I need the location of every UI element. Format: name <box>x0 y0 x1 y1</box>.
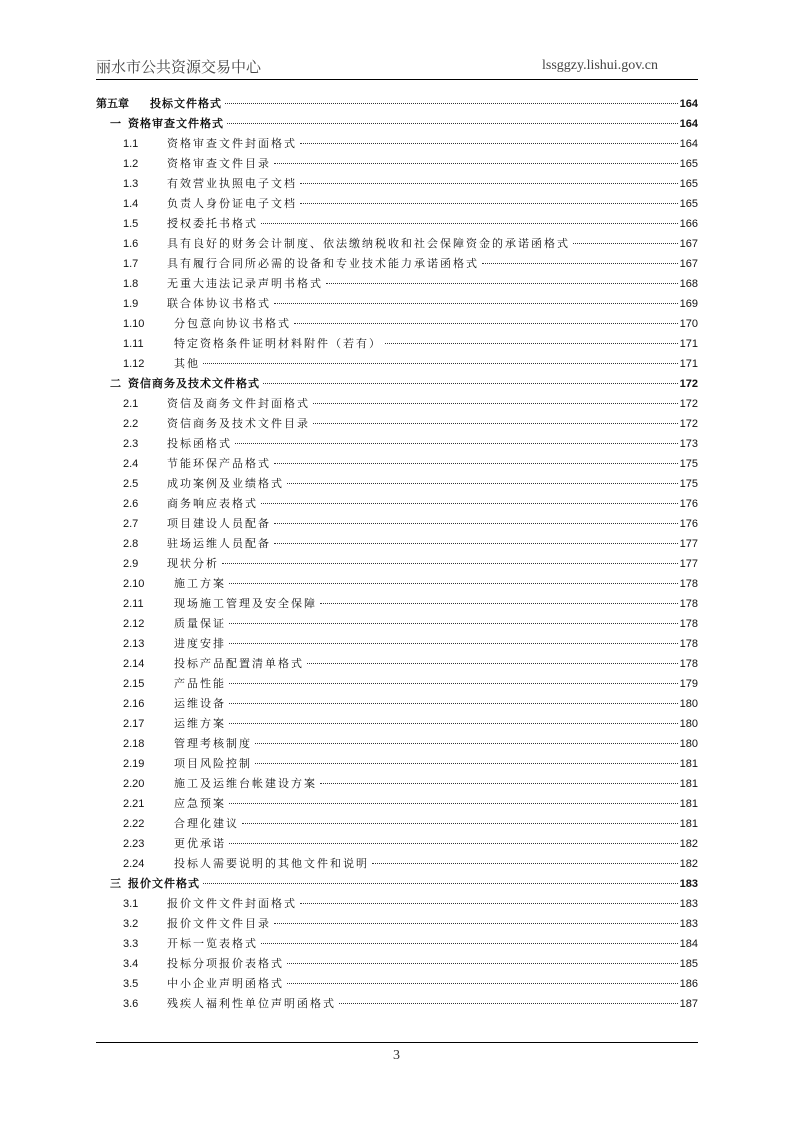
toc-entry-number: 3.2 <box>123 918 139 930</box>
toc-entry-number: 1.3 <box>123 178 139 190</box>
toc-dot-leader <box>229 583 678 584</box>
toc-entry-title: 合理化建议 <box>174 817 239 830</box>
toc-entry-number: 2.19 <box>123 758 145 770</box>
toc-entry-page: 176 <box>679 518 698 530</box>
toc-entry-number: 2.16 <box>123 698 145 710</box>
toc-dot-leader <box>300 143 678 144</box>
toc-dot-leader <box>294 323 678 324</box>
toc-entry-title: 产品性能 <box>174 677 226 690</box>
toc-dot-leader <box>287 963 678 964</box>
toc-entry-number: 2.22 <box>123 818 145 830</box>
toc-entry-title: 节能环保产品格式 <box>167 457 271 470</box>
toc-entry-number: 2.17 <box>123 718 145 730</box>
toc-entry[interactable] <box>96 574 698 594</box>
toc-entry-number: 3.5 <box>123 978 139 990</box>
toc-dot-leader <box>274 303 678 304</box>
toc-entry-page: 182 <box>679 858 698 870</box>
toc-entry[interactable] <box>96 614 698 634</box>
toc-entry-number: 2.20 <box>123 778 145 790</box>
toc-entry[interactable] <box>96 234 698 254</box>
toc-dot-leader <box>313 423 678 424</box>
toc-entry-number: 2.4 <box>123 458 139 470</box>
toc-entry[interactable] <box>96 814 698 834</box>
toc-entry-title: 施工方案 <box>174 577 226 590</box>
toc-entry[interactable] <box>96 694 698 714</box>
toc-entry-number: 2.24 <box>123 858 145 870</box>
toc-entry[interactable] <box>96 674 698 694</box>
toc-entry-page: 186 <box>679 978 698 990</box>
toc-entry-page: 180 <box>679 718 698 730</box>
toc-entry-number: 3.6 <box>123 998 139 1010</box>
toc-entry-page: 178 <box>679 658 698 670</box>
toc-entry-page: 181 <box>679 778 698 790</box>
toc-entry-title: 投标文件格式 <box>150 97 222 110</box>
toc-entry-page: 181 <box>679 798 698 810</box>
toc-entry-number: 2.18 <box>123 738 145 750</box>
toc-entry-number: 三 <box>110 878 121 890</box>
toc-entry[interactable] <box>96 974 698 994</box>
toc-entry-page: 164 <box>679 118 698 130</box>
table-of-contents <box>96 94 698 1014</box>
toc-entry-title: 资信商务及技术文件目录 <box>167 417 310 430</box>
toc-entry-number: 1.11 <box>123 338 144 350</box>
toc-entry-page: 171 <box>679 338 698 350</box>
toc-entry[interactable] <box>96 774 698 794</box>
toc-dot-leader <box>573 243 678 244</box>
toc-entry-title: 项目建设人员配备 <box>167 517 271 530</box>
toc-entry-title: 资格审查文件目录 <box>167 157 271 170</box>
toc-entry-number: 1.7 <box>123 258 139 270</box>
toc-entry-title: 驻场运维人员配备 <box>167 537 271 550</box>
toc-entry-page: 171 <box>679 358 698 370</box>
toc-entry[interactable] <box>96 94 698 114</box>
toc-entry-title: 具有良好的财务会计制度、依法缴纳税收和社会保障资金的承诺函格式 <box>167 237 570 250</box>
toc-dot-leader <box>372 863 678 864</box>
toc-dot-leader <box>255 763 678 764</box>
toc-dot-leader <box>229 703 678 704</box>
toc-entry-title: 报价文件文件封面格式 <box>167 897 297 910</box>
toc-entry-page: 172 <box>679 418 698 430</box>
toc-entry-page: 180 <box>679 738 698 750</box>
toc-dot-leader <box>203 883 678 884</box>
toc-entry-number: 3.3 <box>123 938 139 950</box>
toc-dot-leader <box>300 903 678 904</box>
toc-entry[interactable] <box>96 454 698 474</box>
toc-entry-page: 169 <box>679 298 698 310</box>
toc-entry-page: 164 <box>679 98 698 110</box>
toc-entry-title: 其他 <box>174 357 200 370</box>
toc-dot-leader <box>242 823 678 824</box>
toc-entry[interactable] <box>96 914 698 934</box>
toc-entry-number: 2.14 <box>123 658 145 670</box>
toc-dot-leader <box>307 663 678 664</box>
toc-entry[interactable] <box>96 894 698 914</box>
toc-entry[interactable] <box>96 134 698 154</box>
toc-entry[interactable] <box>96 354 698 374</box>
toc-entry-title: 投标函格式 <box>167 437 232 450</box>
toc-entry-title: 运维方案 <box>174 717 226 730</box>
toc-dot-leader <box>274 463 678 464</box>
toc-entry-page: 172 <box>679 378 698 390</box>
toc-entry-page: 176 <box>679 498 698 510</box>
toc-entry-number: 2.3 <box>123 438 139 450</box>
toc-entry-page: 173 <box>679 438 698 450</box>
toc-entry-page: 183 <box>679 918 698 930</box>
toc-entry-title: 开标一览表格式 <box>167 937 258 950</box>
footer-divider <box>96 1042 698 1043</box>
toc-entry-page: 181 <box>679 758 698 770</box>
toc-dot-leader <box>385 343 678 344</box>
organization-name: 丽水市公共资源交易中心 <box>96 58 262 76</box>
toc-entry[interactable] <box>96 194 698 214</box>
toc-entry[interactable] <box>96 554 698 574</box>
toc-entry[interactable] <box>96 634 698 654</box>
toc-entry[interactable] <box>96 714 698 734</box>
toc-entry-page: 168 <box>679 278 698 290</box>
toc-entry-number: 2.23 <box>123 838 145 850</box>
toc-entry-number: 1.8 <box>123 278 139 290</box>
toc-dot-leader <box>222 563 678 564</box>
toc-entry-title: 施工及运维台帐建设方案 <box>174 777 317 790</box>
toc-entry-title: 资信及商务文件封面格式 <box>167 397 310 410</box>
toc-dot-leader <box>229 843 678 844</box>
toc-entry[interactable] <box>96 514 698 534</box>
toc-entry-page: 165 <box>679 198 698 210</box>
toc-entry-page: 181 <box>679 818 698 830</box>
toc-entry-page: 178 <box>679 638 698 650</box>
toc-entry-number: 3.4 <box>123 958 139 970</box>
toc-dot-leader <box>229 643 678 644</box>
toc-entry-page: 180 <box>679 698 698 710</box>
toc-dot-leader <box>320 783 678 784</box>
toc-entry[interactable] <box>96 294 698 314</box>
toc-dot-leader <box>203 363 678 364</box>
toc-entry[interactable] <box>96 954 698 974</box>
toc-entry[interactable] <box>96 114 698 134</box>
toc-entry-title: 应急预案 <box>174 797 226 810</box>
toc-dot-leader <box>274 523 678 524</box>
toc-dot-leader <box>274 543 678 544</box>
toc-dot-leader <box>261 223 678 224</box>
toc-entry[interactable] <box>96 394 698 414</box>
toc-entry-page: 167 <box>679 258 698 270</box>
header-divider <box>96 79 698 80</box>
toc-dot-leader <box>225 103 678 104</box>
toc-entry[interactable] <box>96 474 698 494</box>
toc-entry-number: 2.15 <box>123 678 145 690</box>
toc-entry-page: 164 <box>679 138 698 150</box>
toc-dot-leader <box>274 163 678 164</box>
toc-entry-title: 授权委托书格式 <box>167 217 258 230</box>
toc-entry-number: 一 <box>110 118 121 130</box>
toc-entry-number: 1.5 <box>123 218 139 230</box>
toc-entry[interactable] <box>96 334 698 354</box>
toc-dot-leader <box>339 1003 678 1004</box>
toc-dot-leader <box>227 123 678 124</box>
toc-entry-page: 175 <box>679 458 698 470</box>
toc-entry-title: 商务响应表格式 <box>167 497 258 510</box>
toc-dot-leader <box>320 603 678 604</box>
toc-entry[interactable] <box>96 274 698 294</box>
toc-entry-title: 进度安排 <box>174 637 226 650</box>
toc-entry-number: 2.2 <box>123 418 139 430</box>
toc-dot-leader <box>263 383 678 384</box>
toc-entry-title: 管理考核制度 <box>174 737 252 750</box>
toc-entry-number: 2.10 <box>123 578 145 590</box>
toc-dot-leader <box>261 943 678 944</box>
website-url: lssggzy.lishui.gov.cn <box>541 58 658 73</box>
toc-entry-title: 具有履行合同所必需的设备和专业技术能力承诺函格式 <box>167 257 479 270</box>
toc-entry[interactable] <box>96 994 698 1014</box>
toc-entry-page: 185 <box>679 958 698 970</box>
toc-entry[interactable] <box>96 154 698 174</box>
toc-entry-title: 报价文件格式 <box>128 877 200 890</box>
toc-entry-number: 2.6 <box>123 498 139 510</box>
toc-entry[interactable] <box>96 654 698 674</box>
toc-entry-page: 183 <box>679 878 698 890</box>
toc-dot-leader <box>229 623 678 624</box>
toc-entry[interactable] <box>96 854 698 874</box>
toc-entry-number: 2.8 <box>123 538 139 550</box>
toc-entry-page: 165 <box>679 178 698 190</box>
toc-entry[interactable] <box>96 874 698 894</box>
toc-entry-number: 2.21 <box>123 798 145 810</box>
toc-dot-leader <box>326 283 678 284</box>
toc-entry-page: 177 <box>679 558 698 570</box>
page-number: 3 <box>393 1048 400 1063</box>
toc-dot-leader <box>255 743 678 744</box>
toc-entry-page: 183 <box>679 898 698 910</box>
toc-entry-title: 残疾人福利性单位声明函格式 <box>167 997 336 1010</box>
toc-dot-leader <box>482 263 678 264</box>
toc-entry[interactable] <box>96 834 698 854</box>
toc-entry[interactable] <box>96 594 698 614</box>
toc-entry-number: 2.5 <box>123 478 139 490</box>
toc-entry-page: 165 <box>679 158 698 170</box>
toc-entry[interactable] <box>96 534 698 554</box>
toc-entry-page: 178 <box>679 578 698 590</box>
toc-dot-leader <box>261 503 678 504</box>
toc-entry-page: 170 <box>679 318 698 330</box>
toc-entry-page: 167 <box>679 238 698 250</box>
toc-entry[interactable] <box>96 374 698 394</box>
toc-entry-number: 2.9 <box>123 558 139 570</box>
toc-entry-page: 166 <box>679 218 698 230</box>
toc-entry[interactable] <box>96 174 698 194</box>
toc-entry-number: 2.7 <box>123 518 139 530</box>
toc-dot-leader <box>235 443 678 444</box>
toc-entry-page: 172 <box>679 398 698 410</box>
toc-entry-title: 质量保证 <box>174 617 226 630</box>
toc-entry-title: 投标产品配置清单格式 <box>174 657 304 670</box>
toc-entry[interactable] <box>96 434 698 454</box>
toc-entry-title: 中小企业声明函格式 <box>167 977 284 990</box>
toc-entry[interactable] <box>96 254 698 274</box>
toc-dot-leader <box>287 983 678 984</box>
page-header <box>96 56 698 80</box>
toc-entry-number: 1.12 <box>123 358 145 370</box>
toc-dot-leader <box>300 183 678 184</box>
toc-entry-title: 现状分析 <box>167 557 219 570</box>
toc-entry[interactable] <box>96 794 698 814</box>
toc-entry-number: 1.6 <box>123 238 139 250</box>
toc-entry-number: 1.1 <box>123 138 139 150</box>
toc-entry-number: 2.1 <box>123 398 139 410</box>
toc-entry-number: 1.9 <box>123 298 139 310</box>
toc-entry[interactable] <box>96 414 698 434</box>
toc-entry-title: 联合体协议书格式 <box>167 297 271 310</box>
toc-entry-title: 资格审查文件封面格式 <box>167 137 297 150</box>
toc-dot-leader <box>229 803 678 804</box>
toc-entry[interactable] <box>96 934 698 954</box>
toc-entry-title: 更优承诺 <box>174 837 226 850</box>
toc-entry-page: 178 <box>679 598 698 610</box>
toc-entry-title: 负责人身份证电子文档 <box>167 197 297 210</box>
toc-entry[interactable] <box>96 494 698 514</box>
toc-entry-number: 第五章 <box>96 98 129 110</box>
toc-entry-title: 分包意向协议书格式 <box>174 317 291 330</box>
toc-entry-title: 投标人需要说明的其他文件和说明 <box>174 857 369 870</box>
toc-entry-number: 2.13 <box>123 638 145 650</box>
toc-dot-leader <box>313 403 678 404</box>
toc-entry[interactable] <box>96 734 698 754</box>
toc-entry-page: 187 <box>679 998 698 1010</box>
toc-entry[interactable] <box>96 754 698 774</box>
toc-dot-leader <box>229 683 678 684</box>
toc-entry[interactable] <box>96 214 698 234</box>
toc-entry-title: 特定资格条件证明材料附件（若有） <box>174 337 382 350</box>
toc-entry-page: 182 <box>679 838 698 850</box>
toc-entry-page: 178 <box>679 618 698 630</box>
toc-entry-title: 运维设备 <box>174 697 226 710</box>
toc-entry-number: 1.10 <box>123 318 145 330</box>
toc-dot-leader <box>287 483 678 484</box>
toc-entry-page: 175 <box>679 478 698 490</box>
toc-entry-number: 1.4 <box>123 198 139 210</box>
toc-entry-number: 2.11 <box>123 598 144 610</box>
toc-entry-title: 项目风险控制 <box>174 757 252 770</box>
toc-entry-page: 177 <box>679 538 698 550</box>
toc-entry[interactable] <box>96 314 698 334</box>
toc-entry-number: 二 <box>110 378 121 390</box>
toc-entry-title: 现场施工管理及安全保障 <box>174 597 317 610</box>
toc-entry-title: 成功案例及业绩格式 <box>167 477 284 490</box>
toc-entry-page: 179 <box>679 678 698 690</box>
toc-dot-leader <box>300 203 678 204</box>
toc-dot-leader <box>229 723 678 724</box>
toc-entry-title: 报价文件文件目录 <box>167 917 271 930</box>
toc-entry-title: 资格审查文件格式 <box>128 117 224 130</box>
toc-entry-number: 1.2 <box>123 158 139 170</box>
toc-entry-title: 无重大违法记录声明书格式 <box>167 277 323 290</box>
toc-entry-title: 投标分项报价表格式 <box>167 957 284 970</box>
toc-dot-leader <box>274 923 678 924</box>
toc-entry-page: 184 <box>679 938 698 950</box>
toc-entry-title: 资信商务及技术文件格式 <box>128 377 260 390</box>
toc-entry-number: 2.12 <box>123 618 145 630</box>
toc-entry-number: 3.1 <box>123 898 139 910</box>
toc-entry-title: 有效营业执照电子文档 <box>167 177 297 190</box>
